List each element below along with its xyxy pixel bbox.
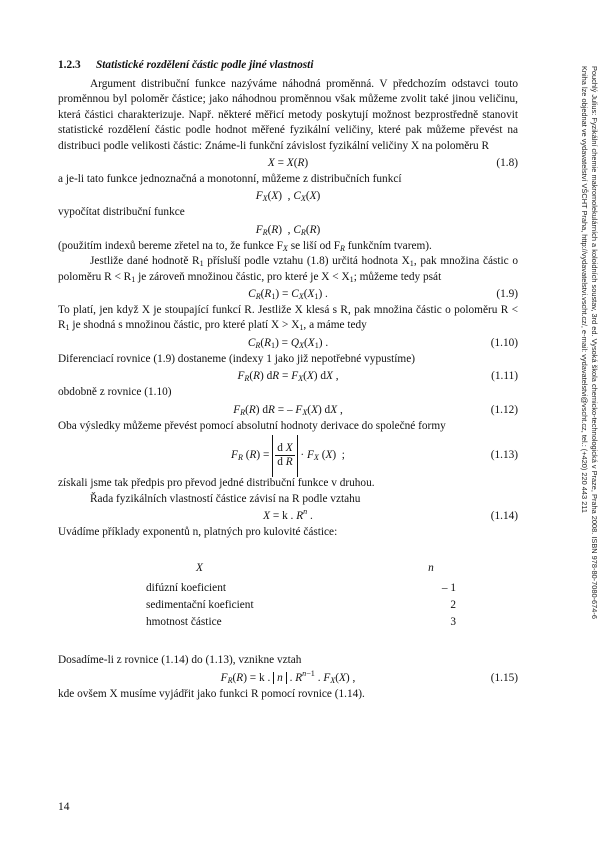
equation-fx-cx [58, 187, 518, 205]
page-number: 14 [58, 801, 70, 813]
equation-number: (1.11) [491, 370, 518, 383]
paragraph-indices: (použitím indexů bereme zřetel na to, že funkce $F_X$ se liší od $F_R$ funkčním tvarem). [58, 239, 432, 253]
equation-number: (1.10) [490, 336, 518, 349]
equation-body: $F_R(R) = k$ . n . $R^{n-1}$ . $F_X(X)$ , [220, 668, 356, 685]
sidebar-citation: Pouchlý Julius: Fyzikální chemie makromolekulárních a koloidních soustav, 3rd ed. Vysoká škola chemicko-technologická v Praze, Praha 2008. ISBN 978-80-7080-674-6 [590, 66, 599, 619]
sidebar-order-info: Kniha lze objednat ve vydavatelství VŠCHT Praha, http://vydavatelstvi.vscht.cz/, e-mail: vydavatelstvi@vscht.cz, tel.: (+420) 220 443 211 [580, 66, 589, 513]
paragraph-common-form: Oba výsledky můžeme převést pomocí absolutní hodnoty derivace do společné formy [58, 419, 446, 432]
equation-body: $F_R(R)$ , $C_R(R)$ [255, 223, 321, 237]
equation-1-13 [58, 434, 518, 476]
equation-body: $F_R(R)$ dR = $F_X(X)$ dX , [237, 370, 339, 384]
paragraph-increasing: Jestliže dané hodnotě $R_1$ přísluší podle vztahu (1.8) určitá hodnota $X_1$, pak množina částic o poloměru $R < R_1$ je zároveň množinou částic, pro které je $X < X_1$; můžeme tedy psát [58, 255, 518, 284]
table-header-n: n [428, 562, 434, 575]
equation-body: $F_R(R)$ dR = – $F_X(X)$ dX , [233, 403, 343, 417]
table-cell: sedimentační koeficient [146, 599, 254, 612]
equation-number: (1.15) [490, 671, 518, 684]
equation-fr-cr [58, 221, 518, 239]
paragraph-intro: Argument distribuční funkce nazýváme náhodná proměnná. V předchozím odstavci touto proměnnou byl poloměr částice; jako náhodnou proměnnou však můžeme zvolit také jinou veličinu, která částici charakterizuje. Např. některé měřicí metody poskytují možnost bezprostředně stanovit statistické rozdělení částic podle hodnot měřené fyzikální veličiny, které pak můžeme převést na distribuci podle velikosti částic: Známe-li funkční závislost fyzikální veličiny X na poloměru R [58, 78, 518, 152]
table-cell: difúzní koeficient [146, 582, 226, 595]
paragraph-exponents: Uvádíme příklady exponentů n, platných pro kulovité částice: [58, 525, 338, 538]
paragraph-compute: vypočítat distribuční funkce [58, 206, 185, 219]
equation-number: (1.12) [490, 403, 518, 416]
equation-1-10 [58, 334, 518, 352]
equation-1-12 [58, 401, 518, 419]
equation-1-9 [58, 285, 518, 303]
table-row [146, 580, 456, 597]
paragraph-decreasing: To platí, jen když X je stoupající funkcí R. Jestliže X klesá s R, pak množina částic o poloměru $R < R_1$ je shodná s množinou částic, pro které platí $X > X_1$, a máme tedy [58, 304, 518, 333]
table-header-x: X [196, 562, 203, 575]
equation-body: $C_R(R_1) = Q_X(X_1)$ . [247, 336, 329, 350]
paragraph-monotone: a je-li tato funkce jednoznačná a monotonní, můžeme z distribučních funkcí [58, 173, 402, 186]
equation-number: (1.9) [496, 288, 518, 301]
equation-body: X = k . $R^n$ . [263, 506, 313, 522]
table-cell: – 1 [441, 582, 456, 595]
equation-body: X = X(R) [267, 157, 309, 170]
table-cell: 2 [450, 599, 456, 612]
equation-number: (1.8) [496, 157, 518, 170]
equation-body: $F_R$ (R) = $\frac{\text{d X}}{\text{d R}}$ · $F_X$ (X) ; [231, 449, 345, 461]
paragraph-conversion: získali jsme tak předpis pro převod jedné distribuční funkce v druhou. [58, 477, 375, 490]
equation-body: $C_R(R_1) = C_X(X_1)$ . [248, 288, 328, 302]
paragraph-differentiation: Diferenciací rovnice (1.9) dostaneme (indexy 1 jako již nepotřebné vypustíme) [58, 352, 415, 365]
equation-1-15 [58, 669, 518, 687]
equation-number: (1.13) [490, 449, 518, 462]
table-cell: 3 [450, 616, 456, 629]
paragraph-final: kde ovšem X musíme vyjádřit jako funkci R pomocí rovnice (1.14). [58, 687, 365, 700]
section-title: Statistické rozdělení částic podle jiné vlastnosti [96, 59, 314, 71]
equation-1-11 [58, 367, 518, 385]
table-header-row [146, 560, 456, 580]
paragraph-similarly: obdobně z rovnice (1.10) [58, 386, 172, 399]
table-cell: hmotnost částice [146, 616, 222, 629]
table-row [146, 614, 456, 631]
equation-body: $F_X(X)$ , $C_X(X)$ [255, 190, 321, 204]
page-content [58, 58, 518, 702]
paragraph-properties: Řada fyzikálních vlastností částice závisí na R podle vztahu [90, 492, 361, 505]
table-row [146, 597, 456, 614]
section-heading [58, 58, 518, 73]
paragraph-substitute: Dosadíme-li z rovnice (1.14) do (1.13), vznikne vztah [58, 654, 302, 667]
equation-1-8 [58, 154, 518, 172]
exponent-table [146, 560, 456, 631]
equation-1-14 [58, 507, 518, 525]
section-number: 1.2.3 [58, 59, 81, 71]
equation-number: (1.14) [490, 509, 518, 522]
